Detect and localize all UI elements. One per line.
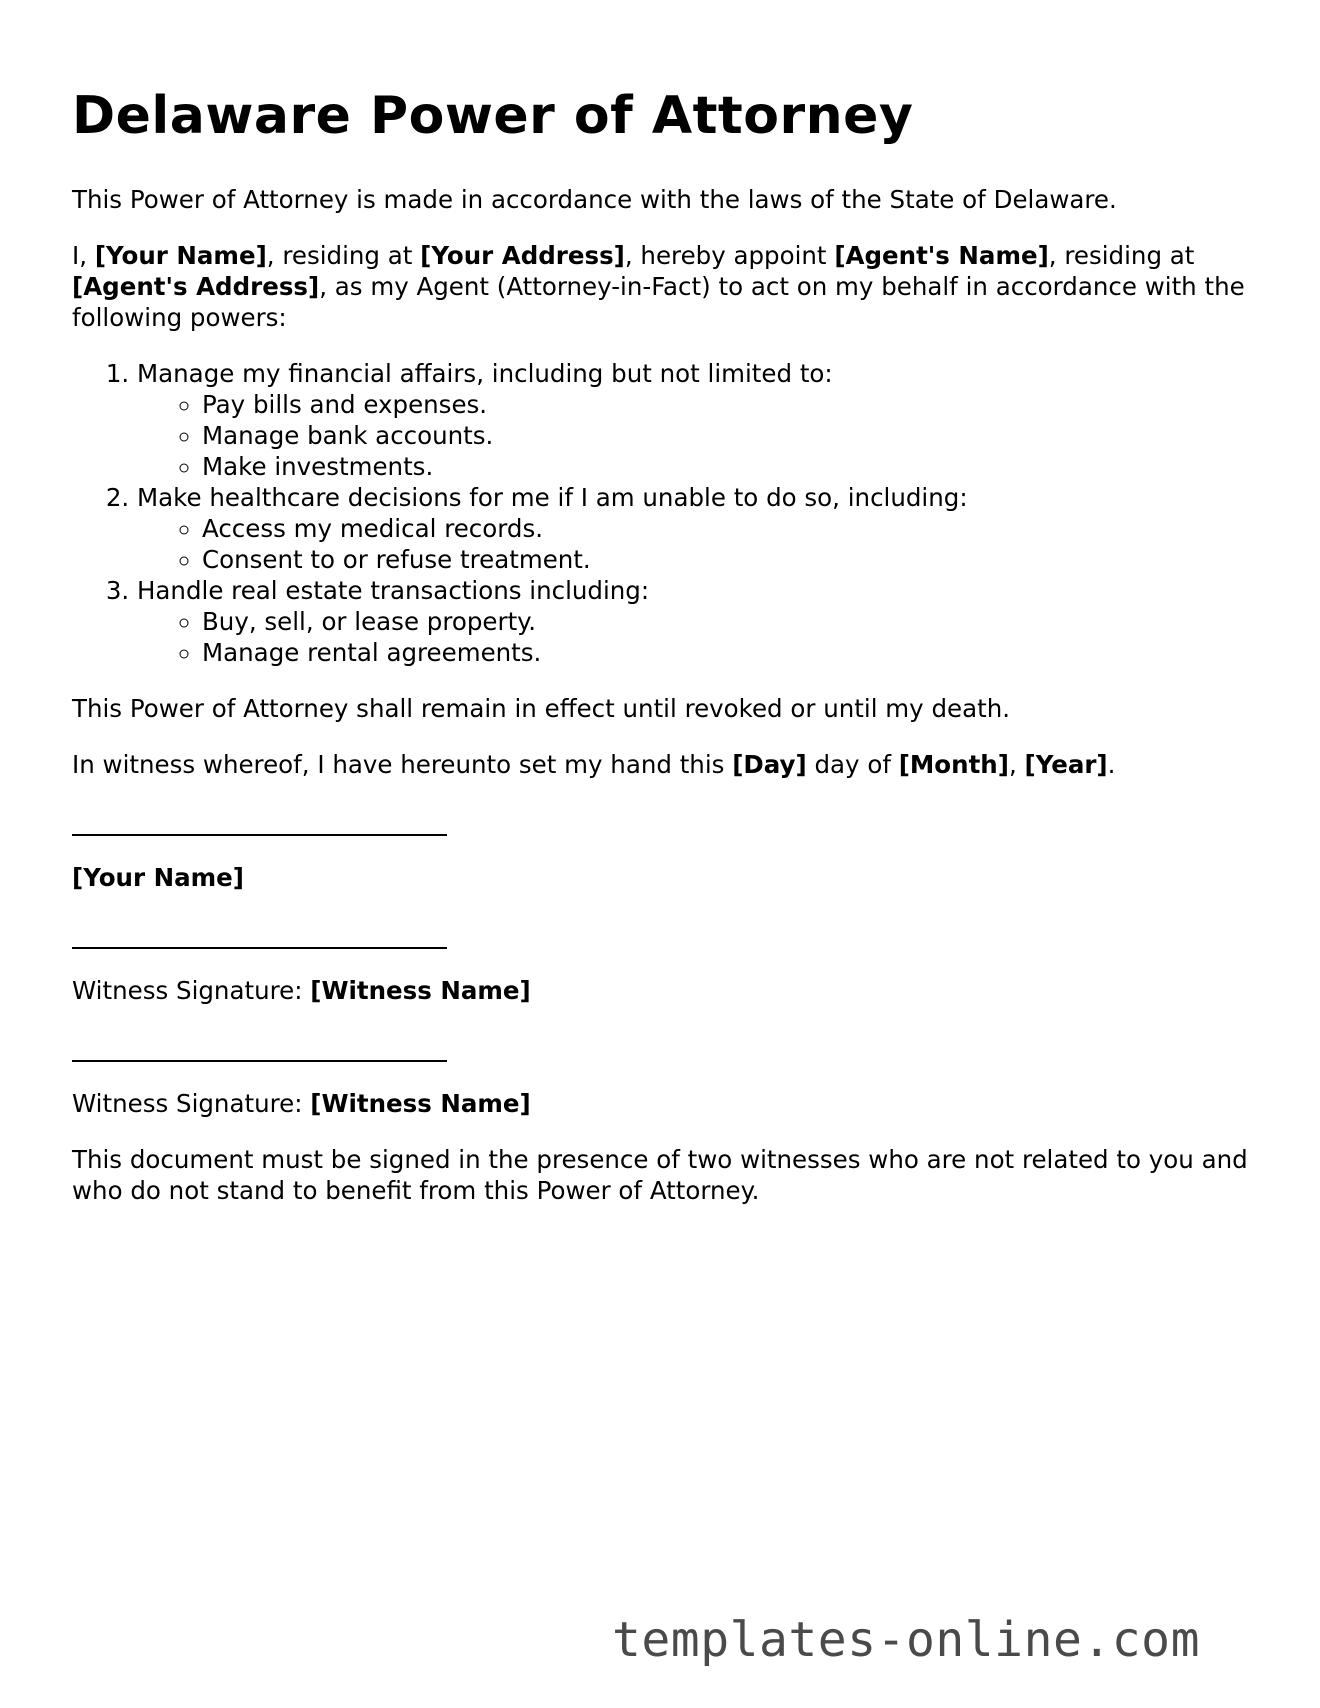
principal-signature-label: [72, 862, 1252, 893]
page-title: Delaware Power of Attorney: [72, 86, 914, 146]
agent-name-placeholder: [Agent's Name]: [834, 241, 1049, 270]
power-item: [137, 482, 1252, 575]
month-placeholder: [Month]: [898, 750, 1009, 779]
power-subitem: ◦ Buy, sell, or lease property.: [202, 606, 1252, 637]
power-sublist: [137, 389, 1252, 482]
power-subitem: ◦ Pay bills and expenses.: [202, 389, 1252, 420]
power-item: [137, 358, 1252, 482]
clause-text: .: [1107, 750, 1116, 779]
power-label: Handle real estate transactions including:: [137, 576, 650, 605]
witness1-name-placeholder: [Witness Name]: [310, 976, 531, 1005]
notice-paragraph: This document must be signed in the presence of two witnesses who are not related to you and who do not stand to benefit from this Power of Attorney.: [72, 1145, 1248, 1205]
appointment-paragraph: [72, 240, 1252, 333]
power-subitem: ◦ Consent to or refuse treatment.: [202, 544, 1252, 575]
witness2-name-placeholder: [Witness Name]: [310, 1089, 531, 1118]
witness1-signature-label: [72, 975, 1252, 1006]
power-label: Manage my financial affairs, including but not limited to:: [137, 359, 833, 388]
power-subitem: ◦ Access my medical records.: [202, 513, 1252, 544]
appointment-text: , residing at: [1048, 241, 1195, 270]
witness-clause: [72, 749, 1252, 780]
power-sublist: [137, 606, 1252, 668]
principal-name-placeholder: [Your Name]: [72, 863, 244, 892]
power-label: Make healthcare decisions for me if I am unable to do so, including:: [137, 483, 968, 512]
witness2-signature-label: [72, 1088, 1252, 1119]
appointment-text: , residing at: [266, 241, 421, 270]
duration-paragraph: This Power of Attorney shall remain in effect until revoked or until my death.: [72, 694, 1011, 723]
year-placeholder: [Year]: [1024, 750, 1108, 779]
power-subitem: ◦ Manage bank accounts.: [202, 420, 1252, 451]
witness1-signature-line: [72, 947, 447, 949]
witness2-signature-line: [72, 1060, 447, 1062]
power-subitem: ◦ Make investments.: [202, 451, 1252, 482]
appointment-text: , as my Agent (Attorney-in-Fact) to act on my behalf in accordance with the following powers:: [72, 272, 1245, 332]
day-placeholder: [Day]: [732, 750, 807, 779]
appointment-text: I,: [72, 241, 95, 270]
appointment-text: , hereby appoint: [624, 241, 835, 270]
clause-text: day of: [806, 750, 899, 779]
principal-signature-line: [72, 834, 447, 836]
your-address-placeholder: [Your Address]: [420, 241, 625, 270]
your-name-placeholder: [Your Name]: [94, 241, 267, 270]
witness-label: Witness Signature:: [72, 976, 311, 1005]
power-sublist: [137, 513, 1252, 575]
power-item: [137, 575, 1252, 668]
agent-address-placeholder: [Agent's Address]: [72, 272, 320, 301]
document-page: [72, 84, 1252, 1231]
power-subitem: ◦ Manage rental agreements.: [202, 637, 1252, 668]
powers-list: [72, 358, 1252, 668]
watermark: templates-online.com: [612, 1612, 1200, 1668]
witness-label: Witness Signature:: [72, 1089, 311, 1118]
clause-text: ,: [1008, 750, 1025, 779]
clause-text: In witness whereof, I have hereunto set my hand this: [72, 750, 733, 779]
intro-paragraph: This Power of Attorney is made in accordance with the laws of the State of Delaware.: [72, 185, 1117, 214]
